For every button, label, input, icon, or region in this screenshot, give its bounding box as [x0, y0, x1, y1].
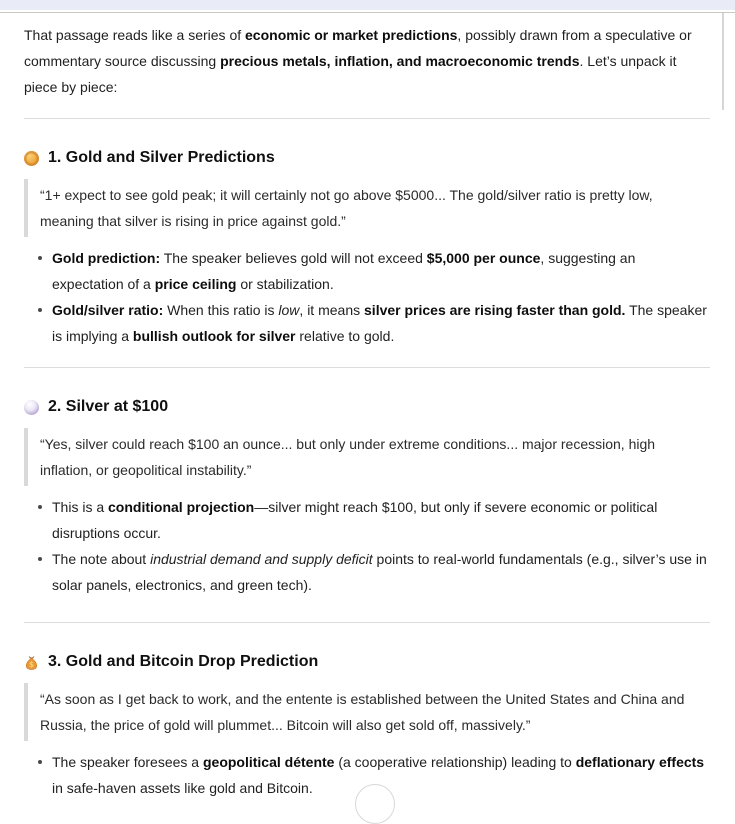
list-item: Gold/silver ratio: When this ratio is low, it means silver prices are rising faster than gold. The speaker is implying a bullish outlook for silver relative to gold.: [24, 297, 710, 349]
section-gold-bitcoin-drop: [24, 651, 710, 801]
section-title: 1. Gold and Silver Predictions: [48, 149, 275, 166]
section-divider: [24, 118, 710, 119]
content-top-border: [0, 12, 735, 13]
list-item: This is a conditional projection—silver might reach $100, but only if severe economic or political disruptions occur.: [24, 494, 710, 546]
window-top-bar: [0, 0, 735, 10]
svg-text:$: $: [28, 659, 35, 669]
section-heading: [24, 147, 710, 169]
scrollbar-thumb[interactable]: [722, 13, 724, 110]
coin-emoji: [24, 151, 39, 166]
message-content: [0, 22, 735, 801]
silver-orb-emoji: [24, 400, 39, 415]
scroll-to-bottom-button[interactable]: [355, 784, 395, 824]
quote-block: “Yes, silver could reach $100 an ounce... but only under extreme conditions... major recession, high inflation, or geopolitical instability.”: [24, 428, 710, 486]
section-divider: [24, 622, 710, 623]
section-silver-at-100: [24, 396, 710, 598]
bullet-list: [24, 494, 710, 598]
section-heading: [24, 396, 710, 418]
section-title: 3. Gold and Bitcoin Drop Prediction: [48, 653, 319, 670]
list-item: The note about industrial demand and supply deficit points to real-world fundamentals (e.g., silver’s use in solar panels, electronics, and green tech).: [24, 546, 710, 598]
quote-block: “As soon as I get back to work, and the entente is established between the United States and China and Russia, the price of gold will plummet... Bitcoin will also get sold off, massively.”: [24, 683, 710, 741]
bullet-list: [24, 245, 710, 349]
money-bag-emoji: [24, 655, 39, 670]
intro-paragraph: That passage reads like a series of economic or market predictions, possibly drawn from a speculative or commentary source discussing precious metals, inflation, and macroeconomic trends. Let’s unpack it piece by piece:: [24, 27, 692, 95]
section-title: 2. Silver at $100: [48, 398, 169, 415]
list-item: The speaker foresees a geopolitical détente (a cooperative relationship) leading to deflationary effects in safe-haven assets like gold and Bitcoin.: [24, 749, 710, 801]
section-divider: [24, 367, 710, 368]
quote-block: “1+ expect to see gold peak; it will certainly not go above $5000... The gold/silver ratio is pretty low, meaning that silver is rising in price against gold.”: [24, 179, 710, 237]
section-heading: [24, 651, 710, 673]
section-gold-silver-predictions: [24, 147, 710, 349]
list-item: Gold prediction: The speaker believes gold will not exceed $5,000 per ounce, suggesting an expectation of a price ceiling or stabilization.: [24, 245, 710, 297]
